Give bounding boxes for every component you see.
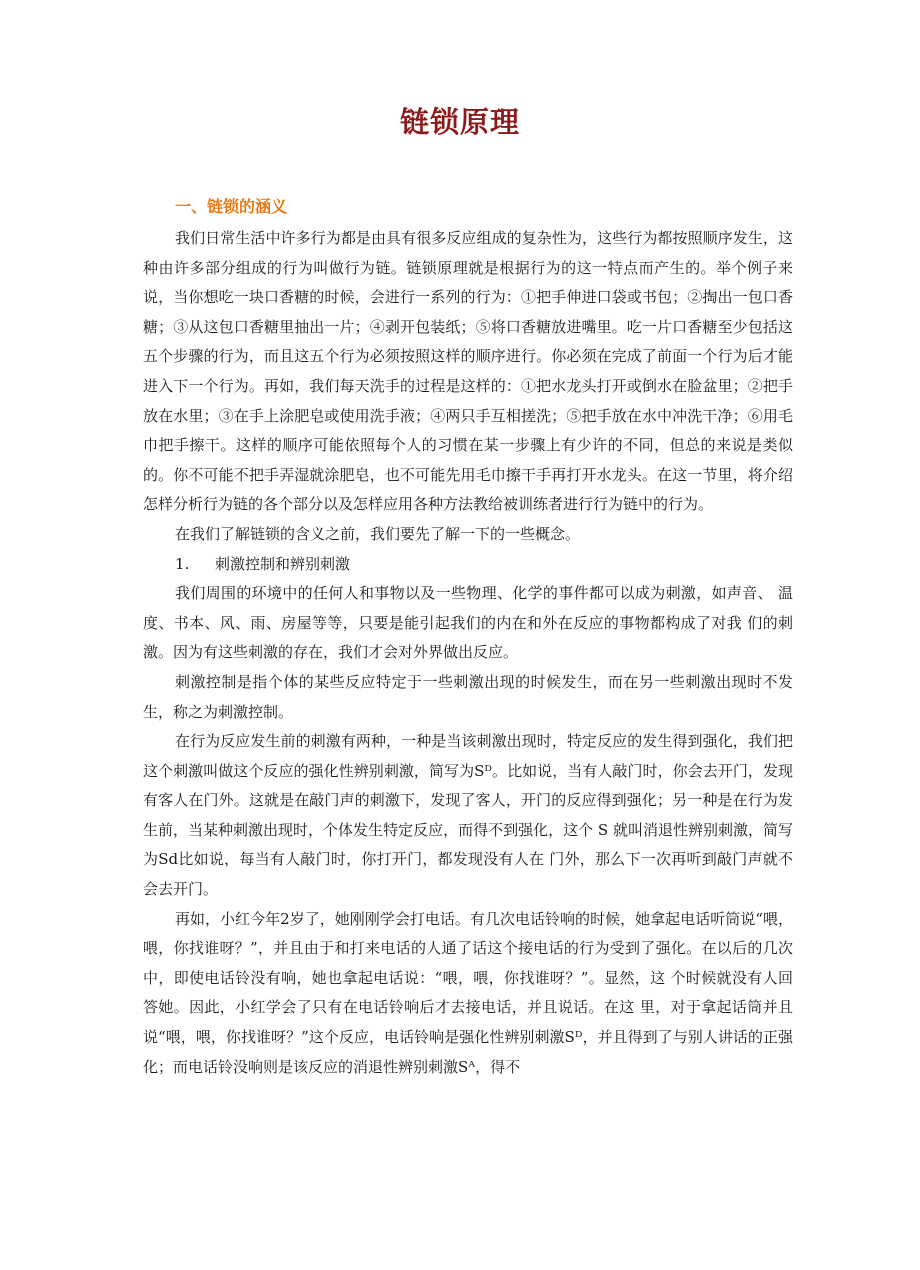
item-label: 刺激控制和辨别刺激 — [215, 554, 351, 573]
document-title: 链锁原理 — [399, 105, 520, 139]
paragraph: 在我们了解链锁的含义之前，我们要先了解一下的一些概念。 — [175, 524, 581, 543]
paragraph: 再如，小红今年2岁了，她刚刚学会打电话。有几次电话铃响的时候，她拿起电话听筒说“喂，喂，你找谁呀？”，并且由于和打来电话的人通了话这个接电话的行为受到了强化。在以后的几次中，即使电话铃没有响，她也拿起电话说：“喂，喂，你找谁呀？”。显然，这 个时候就没有人回答她。因此，小红学会了只有在电话铃响后才去接电话，并且说话。在这 里，对于拿起话筒并且说“喂，喂，你找谁呀？”这个反应，电话铃响是强化性辨别刺激Sᴰ，并且得到了与别人讲话的正强化；而电话铃没响则是该反应的消退性辨别刺激Sᴬ，得不 — [143, 909, 793, 1076]
numbered-subheading — [143, 550, 793, 580]
section-heading: 一、链锁的涵义 — [175, 197, 288, 216]
paragraph: 我们周围的环境中的任何人和事物以及一些物理、化学的事件都可以成为刺激，如声音、 温度、书本、风、雨、房屋等等，只要是能引起我们的内在和外在反应的事物都构成了对我 们的刺激。因为有这些刺激的存在，我们才会对外界做出反应。 — [143, 584, 793, 662]
paragraph: 在行为反应发生前的刺激有两种，一种是当该刺激出现时，特定反应的发生得到强化，我们把这个刺激叫做这个反应的强化性辨别刺激，简写为Sᴰ。比如说，当有人敲门时，你会去开门，发现有客人在门外。这就是在敲门声的刺激下，发现了客人，开门的反应得到强化；另一种是在行为发生前，当某种刺激出现时，个体发生特定反应，而得不到强化，这个 S 就叫消退性辨别刺激，简写为Sd比如说，每当有人敲门时，你打开门，都发现没有人在 门外，那么下一次再听到敲门声就不会去开门。 — [143, 732, 793, 899]
paragraph: 我们日常生活中许多行为都是由具有很多反应组成的复杂性为，这些行为都按照顺序发生，这种由许多部分组成的行为叫做行为链。链锁原理就是根据行为的这一特点而产生的。举个例子来说，当你想吃一块口香糖的时候，会进行一系列的行为：①把手伸进口袋或书包；②掏出一包口香糖；③从这包口香糖里抽出一片；④剥开包装纸；⑤将口香糖放进嘴里。吃一片口香糖至少包括这五个步骤的行为，而且这五个行为必须按照这样的顺序进行。你必须在完成了前面一个行为后才能进入下一个行为。再如，我们每天洗手的过程是这样的：①把水龙头打开或倒水在脸盆里；②把手放在水里；③在手上涂肥皂或使用洗手液；④两只手互相搓洗；⑤把手放在水中冲洗干净；⑥用毛巾把手擦干。这样的顺序可能依照每个人的习惯在某一步骤上有少许的不同，但总的来说是类似的。你不可能不把手弄湿就涂肥皂，也不可能先用毛巾擦干手再打开水龙头。在这一节里，将介绍怎样分析行为链的各个部分以及怎样应用各种方法教给被训练者进行行为链中的行为。 — [143, 229, 793, 514]
document-body — [143, 224, 793, 1082]
item-number: 1. — [175, 554, 190, 573]
paragraph: 刺激控制是指个体的某些反应特定于一些刺激出现的时候发生，而在另一些刺激出现时不发生，称之为刺激控制。 — [143, 672, 793, 721]
